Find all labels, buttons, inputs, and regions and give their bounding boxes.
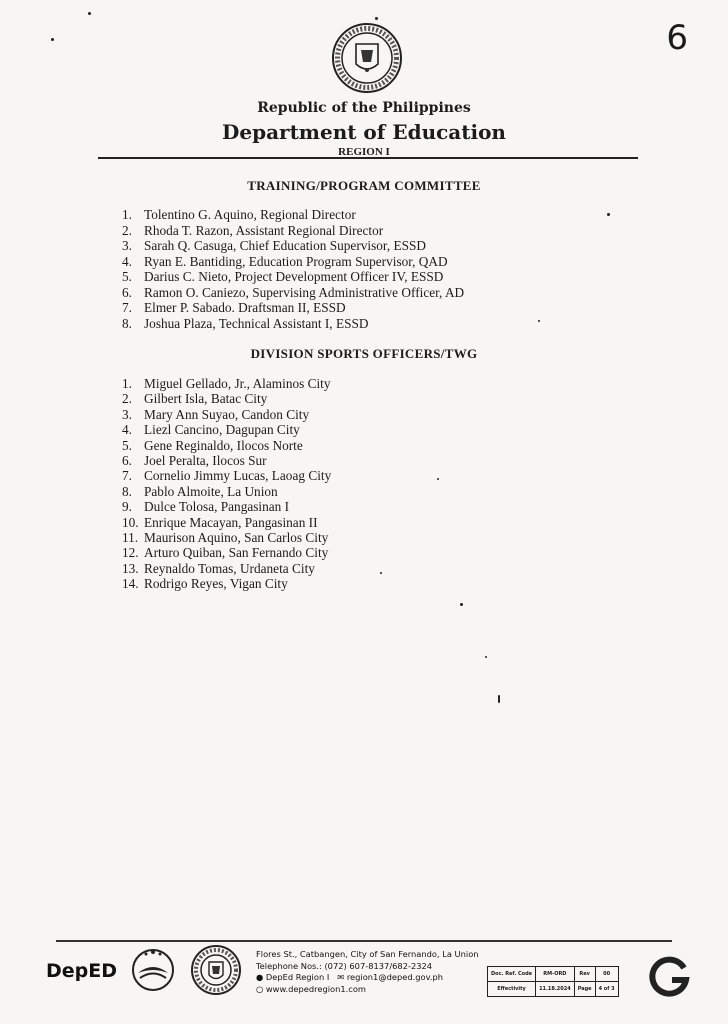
deped-seal-icon xyxy=(331,22,403,94)
list-item xyxy=(122,407,331,422)
facebook-icon: ● xyxy=(256,972,264,982)
rev-value: 00 xyxy=(595,967,618,982)
list-item-number: 7. xyxy=(122,300,132,315)
list-item xyxy=(122,254,464,270)
list-item-number: 4. xyxy=(122,422,132,438)
list-item-number: 9. xyxy=(122,499,132,515)
list-item-number: 12. xyxy=(122,545,139,561)
rev-label: Rev xyxy=(574,967,595,982)
list-item xyxy=(122,376,331,391)
division-sports-title: DIVISION SPORTS OFFICERS/TWG xyxy=(250,346,478,361)
list-item-number: 8. xyxy=(122,315,132,331)
list-item xyxy=(122,300,464,316)
scan-speck xyxy=(375,17,378,20)
iso-certification-logo-icon xyxy=(646,954,692,1000)
list-item-number: 13. xyxy=(122,560,139,576)
list-item xyxy=(122,207,464,223)
division-sports-list xyxy=(122,376,331,591)
list-item xyxy=(122,223,464,239)
list-item-text: Reynaldo Tomas, Urdaneta City xyxy=(144,560,315,576)
list-item-text: Rodrigo Reyes, Vigan City xyxy=(144,576,288,592)
list-item-text: Gilbert Isla, Batac City xyxy=(144,391,268,407)
list-item xyxy=(122,499,331,514)
list-item-text: Miguel Gellado, Jr., Alaminos City xyxy=(144,376,331,391)
list-item-text: Enrique Macayan, Pangasinan II xyxy=(144,514,318,530)
deped-logo: DepED xyxy=(46,960,118,982)
list-item-text: Joshua Plaza, Technical Assistant I, ESSD xyxy=(144,315,369,331)
list-item-text: Gene Reginaldo, Ilocos Norte xyxy=(144,437,303,453)
page-label: Page xyxy=(574,982,595,997)
list-item xyxy=(122,545,331,560)
list-item xyxy=(122,576,331,591)
telephone: Telephone Nos.: (072) 607-8137/682-2324 xyxy=(256,960,433,971)
doc-ref-label: Doc. Ref. Code xyxy=(488,967,536,982)
list-item-text: Joel Peralta, Ilocos Sur xyxy=(144,452,267,468)
list-item xyxy=(122,316,464,332)
list-item-text: Elmer P. Sabado. Draftsman II, ESSD xyxy=(144,300,346,315)
list-item-number: 11. xyxy=(122,529,139,545)
globe-icon: ○ xyxy=(256,983,264,994)
list-item xyxy=(122,453,331,468)
list-item-text: Tolentino G. Aquino, Regional Director xyxy=(144,207,356,222)
list-item-text: Ryan E. Bantiding, Education Program Supervisor, QAD xyxy=(144,253,448,269)
list-item xyxy=(122,468,331,483)
scan-speck xyxy=(485,656,487,658)
email-link[interactable]: region1@deped.gov.ph xyxy=(346,972,444,982)
scan-speck xyxy=(51,38,54,41)
address: Flores St., Catbangen, City of San Fernando, La Union xyxy=(256,949,479,959)
scan-speck xyxy=(607,213,610,216)
list-item xyxy=(122,238,464,254)
effectivity-label: Effectivity xyxy=(488,982,536,997)
list-item-number: 1. xyxy=(122,376,132,391)
list-item xyxy=(122,515,331,530)
list-item-number: 6. xyxy=(122,452,132,468)
list-item-number: 3. xyxy=(122,406,132,422)
list-item-text: Ramon O. Caniezo, Supervising Administrative Officer, AD xyxy=(144,284,465,300)
list-item xyxy=(122,269,464,285)
list-item-number: 4. xyxy=(122,253,132,269)
list-item-number: 10. xyxy=(122,514,139,530)
scan-speck xyxy=(380,572,382,574)
list-item xyxy=(122,530,331,545)
department-heading: Department of Education xyxy=(222,120,506,144)
list-item-number: 3. xyxy=(122,238,132,253)
list-item-text: Mary Ann Suyao, Candon City xyxy=(144,406,310,422)
list-item-number: 1. xyxy=(122,207,132,222)
page-number: 6 xyxy=(666,18,688,58)
list-item-text: Sarah Q. Casuga, Chief Education Supervisor, ESSD xyxy=(144,238,426,253)
document-reference-table xyxy=(487,966,619,997)
email-icon: ✉ xyxy=(337,972,345,982)
facebook-link[interactable]: DepEd Region I xyxy=(265,972,330,982)
list-item-number: 8. xyxy=(122,483,132,499)
list-item-number: 5. xyxy=(122,269,132,284)
list-item-number: 6. xyxy=(122,284,132,300)
list-item-number: 5. xyxy=(122,437,132,453)
region-label: REGION I xyxy=(338,146,390,158)
republic-heading: Republic of the Philippines xyxy=(257,100,471,116)
website-link[interactable]: www.depedregion1.com xyxy=(265,983,367,994)
list-item-number: 2. xyxy=(122,222,132,238)
scan-speck xyxy=(538,320,540,322)
effectivity-value: 11.18.2024 xyxy=(536,982,575,997)
scan-speck xyxy=(437,478,439,480)
deped-region-seal-icon xyxy=(190,944,242,996)
training-committee-title: TRAINING/PROGRAM COMMITTEE xyxy=(247,178,481,193)
list-item-text: Darius C. Nieto, Project Development Officer IV, ESSD xyxy=(144,269,444,284)
list-item-text: Dulce Tolosa, Pangasinan I xyxy=(144,499,290,515)
list-item xyxy=(122,438,331,453)
training-committee-list xyxy=(122,207,464,331)
list-item-number: 7. xyxy=(122,468,132,484)
list-item xyxy=(122,561,331,576)
list-item-text: Maurison Aquino, San Carlos City xyxy=(144,529,329,545)
list-item xyxy=(122,484,331,499)
list-item-text: Cornelio Jimmy Lucas, Laoag City xyxy=(144,468,332,484)
doc-ref-value: RM-ORD xyxy=(536,967,575,982)
list-item xyxy=(122,285,464,301)
list-item-number: 2. xyxy=(122,391,132,407)
page-value: 4 of 3 xyxy=(595,982,618,997)
list-item xyxy=(122,391,331,406)
scan-speck xyxy=(460,603,463,606)
list-item xyxy=(122,422,331,437)
list-item-text: Rhoda T. Razon, Assistant Regional Director xyxy=(144,222,384,238)
scan-speck xyxy=(498,695,500,703)
bagong-pilipinas-logo-icon xyxy=(128,945,178,995)
footer-divider xyxy=(56,940,672,942)
contact-info xyxy=(256,949,479,995)
list-item-number: 14. xyxy=(122,576,139,592)
scan-speck xyxy=(88,12,91,15)
list-item-text: Pablo Almoite, La Union xyxy=(144,483,278,499)
list-item-text: Liezl Cancino, Dagupan City xyxy=(144,422,300,438)
list-item-text: Arturo Quiban, San Fernando City xyxy=(144,545,329,561)
